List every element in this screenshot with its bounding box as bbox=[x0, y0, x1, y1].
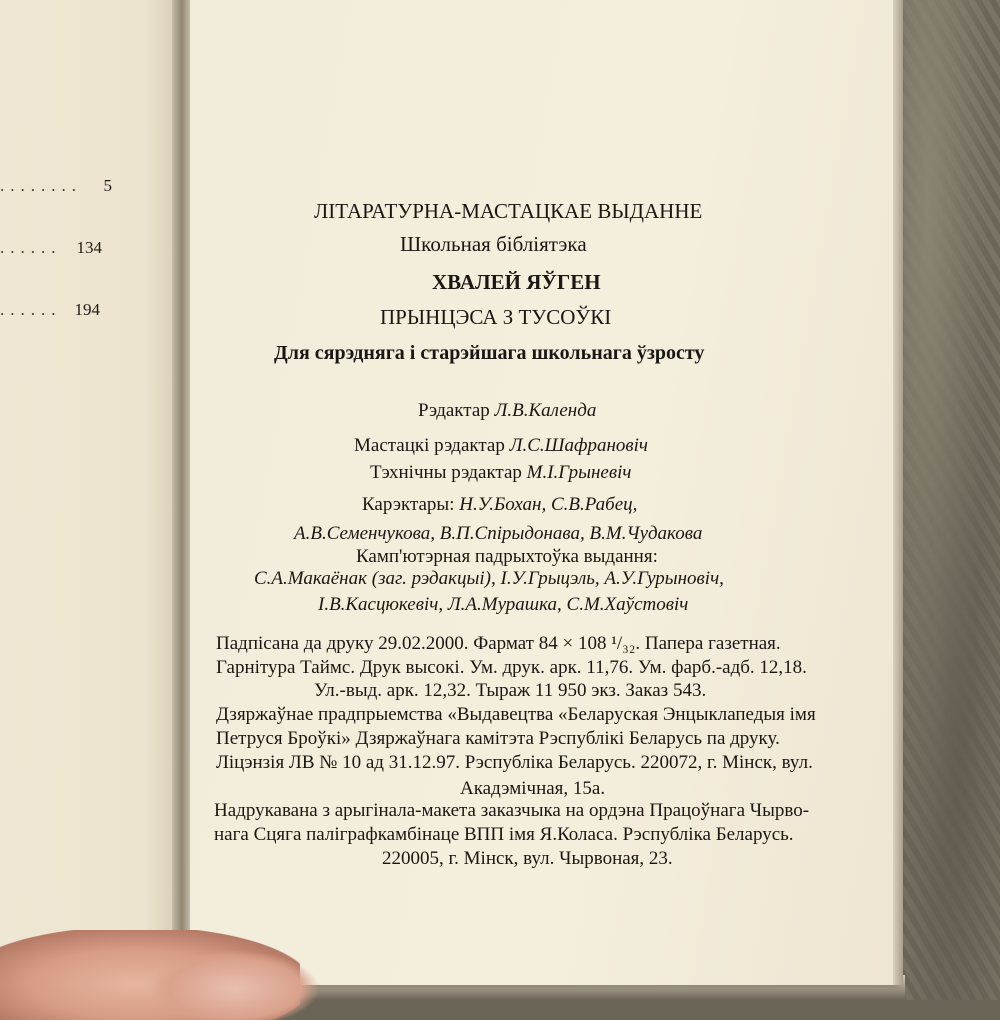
series-line: Школьная бібліятэка bbox=[400, 232, 587, 256]
tech-editor-name: М.І.Грыневіч bbox=[526, 462, 632, 483]
author-line: ХВАЛЕЙ ЯЎГЕН bbox=[432, 270, 601, 294]
title-line: ПРЫНЦЭСА З ТУСОЎКІ bbox=[380, 305, 612, 329]
audience-line: Для сярэдняга і старэйшага школьнага ўзросту bbox=[274, 342, 705, 364]
prep-label: Камп'ютэрная падрыхтоўка выдання: bbox=[356, 546, 658, 567]
printer-2: нага Сцяга паліграфкамбінаце ВПП імя Я.Коласа. Рэспубліка Беларусь. bbox=[214, 824, 794, 845]
editor-name: Л.В.Календа bbox=[494, 400, 597, 421]
art-editor-line bbox=[354, 435, 648, 457]
publisher-1: Дзяржаўнае прадпрыемства «Выдавецтва «Беларуская Энцыклапедыя імя bbox=[216, 704, 816, 725]
toc-page-number: 134 bbox=[76, 238, 102, 257]
proofreaders-line bbox=[362, 494, 637, 516]
proofreaders-label: Карэктары: bbox=[362, 494, 455, 515]
toc-page-number: 194 bbox=[74, 300, 100, 319]
toc-entry bbox=[0, 300, 170, 320]
editor-label: Рэдактар bbox=[418, 400, 490, 421]
publisher-2: Петруся Броўкі» Дзяржаўнага камітэта Рэспублікі Беларусь па друку. bbox=[216, 728, 780, 749]
toc-dots: ...... bbox=[0, 238, 62, 257]
publisher-3: Ліцэнзія ЛВ № 10 ад 31.12.97. Рэспубліка Беларусь. 220072, г. Мінск, вул. bbox=[216, 752, 813, 773]
print-info-1: Падпісана да друку 29.02.2000. Фармат 84 × 108 ¹/₃₂. Папера газетная. bbox=[216, 633, 781, 654]
printer-3: 220005, г. Мінск, вул. Чырвоная, 23. bbox=[382, 848, 673, 869]
print-info-3: Ул.-выд. арк. 12,32. Тыраж 11 950 экз. Заказ 543. bbox=[314, 680, 707, 701]
proofreaders-names: Н.У.Бохан, С.В.Рабец, bbox=[459, 494, 638, 515]
publisher-4: Акадэмічная, 15а. bbox=[460, 778, 606, 799]
printer-1: Надрукавана з арыгінала-макета заказчыка на ордэна Працоўнага Чырво- bbox=[214, 800, 810, 821]
right-page bbox=[190, 0, 895, 985]
page-right-edge bbox=[893, 0, 903, 985]
art-editor-label: Мастацкі рэдактар bbox=[354, 435, 505, 456]
toc-entry bbox=[0, 176, 170, 196]
toc-dots: ........ bbox=[0, 176, 82, 195]
prep-names-1: С.А.Макаёнак (заг. рэдакцыі), І.У.Грыцэль, А.У.Гурыновіч, bbox=[254, 568, 724, 589]
proofreaders-names-2: А.В.Семенчукова, В.П.Спірыдонава, В.М.Чудакова bbox=[294, 523, 703, 544]
left-page bbox=[0, 0, 178, 1000]
genre-line: ЛІТАРАТУРНА-МАСТАЦКАЕ ВЫДАННЕ bbox=[314, 199, 703, 223]
print-info-2: Гарнітура Таймс. Друк высокі. Ум. друк. арк. 11,76. Ум. фарб.-адб. 12,18. bbox=[216, 657, 807, 678]
toc-entry bbox=[0, 238, 170, 258]
toc-dots: ...... bbox=[0, 300, 62, 319]
editor-line bbox=[418, 400, 596, 422]
finger bbox=[150, 950, 320, 1020]
tech-editor-label: Тэхнічны рэдактар bbox=[370, 462, 522, 483]
toc-page-number: 5 bbox=[103, 176, 112, 195]
art-editor-name: Л.С.Шафрановіч bbox=[509, 435, 648, 456]
prep-names-2: І.В.Касцюкевіч, Л.А.Мурашка, С.М.Хаўстовіч bbox=[318, 594, 689, 615]
tech-editor-line bbox=[370, 462, 631, 484]
